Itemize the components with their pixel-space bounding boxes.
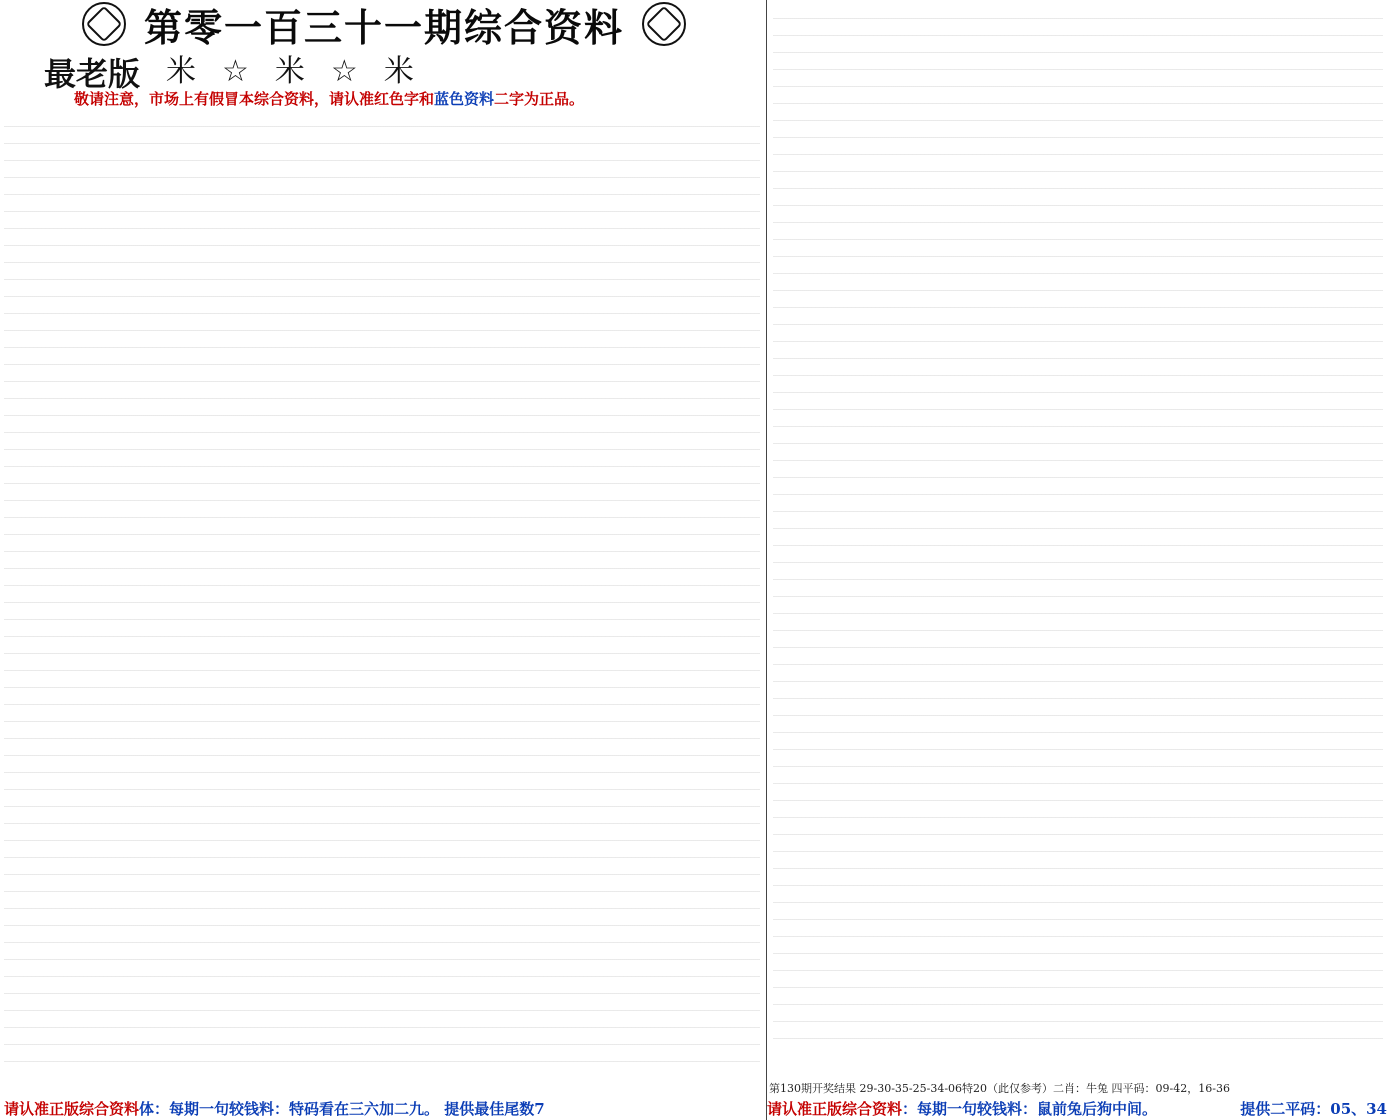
star-mark: ☆ (330, 54, 358, 89)
star-mark: 米 (383, 54, 414, 89)
right-footer (767, 1098, 1387, 1120)
right-footer-red: 请认准正版综合资料 (767, 1100, 903, 1118)
star-mark: 米 (274, 54, 305, 89)
authenticity-notice (74, 88, 754, 109)
notice-red-text: 敬请注意，市场上有假冒本综合资料，请认准红色字和 (74, 90, 435, 108)
emblem-icon (82, 2, 126, 46)
left-footer-blue: 体：每期一句较钱料：特码看在三六加二九。 提供最佳尾数7 (139, 1100, 545, 1118)
edition-label: 最老版 (44, 55, 141, 93)
edition-row (44, 52, 744, 92)
left-footer-red: 请认准正版综合资料 (4, 1100, 140, 1118)
left-body-text-block (4, 112, 760, 1076)
star-mark: 米 (166, 54, 197, 89)
emblem-icon (642, 2, 686, 46)
right-footer-extra: 提供二平码：05、34 (1240, 1100, 1387, 1118)
right-body-text-block (773, 4, 1383, 1054)
right-footer-blue: ：每期一句较钱料：鼠前兔后狗中间。 (902, 1100, 1158, 1118)
title-row (24, 0, 744, 48)
star-mark: ☆ (222, 54, 249, 89)
page-title: 第零一百三十一期综合资料 (143, 4, 624, 50)
notice-blue-text: 蓝色资料 (434, 90, 495, 108)
right-column (766, 0, 1387, 1120)
right-footnote: 第130期开奖结果 29-30-35-25-34-06特20（此仅参考）二肖：牛兔 四平码：09-42，16-36 (769, 1082, 1230, 1095)
left-column (4, 0, 762, 1120)
left-footer (4, 1098, 762, 1120)
notice-tail-text: 二字为正品。 (494, 90, 585, 108)
right-footer-main (767, 1098, 1157, 1120)
